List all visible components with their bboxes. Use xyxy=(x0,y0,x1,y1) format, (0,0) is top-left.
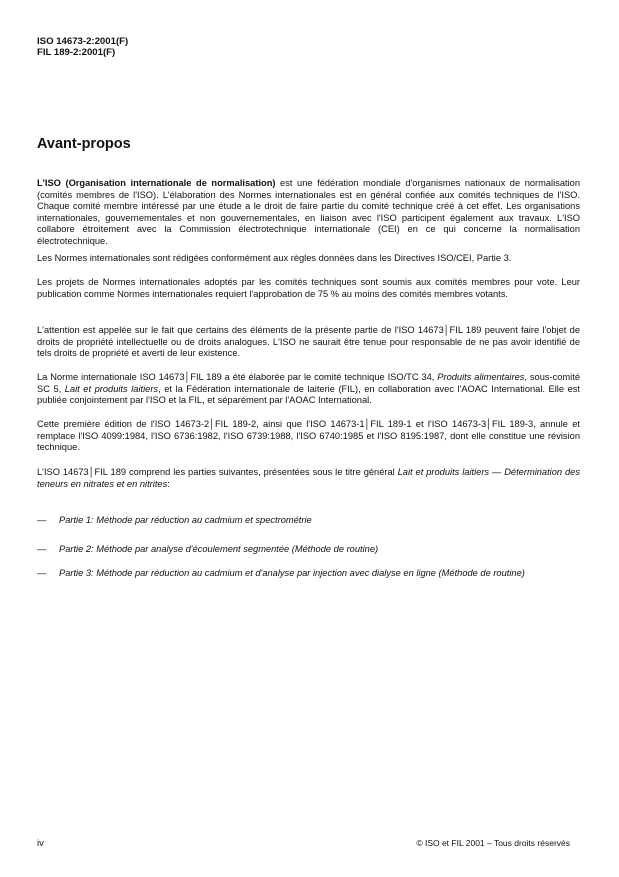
paragraph xyxy=(37,325,580,360)
dash: — xyxy=(37,515,47,525)
doc-id: ISO 14673-2:2001(F) xyxy=(37,36,129,47)
dash: — xyxy=(37,544,47,554)
list-item xyxy=(37,568,580,580)
text: , et la Fédération internationale de laiterie (FIL), en collaboration avec l'AOAC International. Elle est publiée conjointement par l'ISO et la FIL, et séparément par l'AOAC International. xyxy=(37,383,580,406)
text: , sous-comité SC 5, xyxy=(37,372,580,394)
copyright: © ISO et FIL 2001 – Tous droits réservés xyxy=(416,838,570,848)
list-item-text: Partie 2: Méthode par analyse d'écoulement segmentée (Méthode de routine) xyxy=(59,544,379,554)
list-item xyxy=(37,544,580,556)
list-item xyxy=(37,515,580,527)
text: : xyxy=(167,478,170,489)
paragraph xyxy=(37,419,580,454)
text: L'attention est appelée sur le fait que certains des éléments de la présente partie de l'ISO 14673│FIL 189 peuvent faire l'objet de droits de propriété intellectuelle ou de droits analogues. L'ISO ne saurait être tenue pour responsable de ne pas avoir identifié de tels droits de propriété et averti de leur existence. xyxy=(37,325,580,359)
italic-text: Lait et produits laitiers — Détermination des teneurs en nitrates et en nitrites xyxy=(37,467,581,489)
paragraph xyxy=(37,253,580,265)
paragraph xyxy=(37,467,580,490)
list-item-text: Partie 1: Méthode par réduction au cadmium et spectrométrie xyxy=(59,515,312,525)
doc-id-fil: FIL 189-2:2001(F) xyxy=(37,47,116,58)
page-number: iv xyxy=(37,838,44,849)
text: Les projets de Normes internationales adoptés par les comités techniques sont soumis aux comités membres pour vote. Leur publication comme Normes internationales requiert l'approbation de 75 % au moins des comités membres votants. xyxy=(37,277,580,299)
text: Cette première édition de l'ISO 14673-2│FIL 189-2, ainsi que l'ISO 14673-1│FIL 189-1 et l'ISO 14673-3│FIL 189-3, annule et remplace l'ISO 4099:1984, l'ISO 6736:1982, l'ISO 6739:1988, l'ISO 6740:1985 et l'ISO 8195:1987, dont elle constitue une révision technique. xyxy=(37,419,580,453)
dash: — xyxy=(37,568,47,578)
bold-text: L'ISO (Organisation internationale de normalisation) xyxy=(37,178,276,188)
text: L'ISO 14673│FIL 189 comprend les parties suivantes, présentées sous le titre général xyxy=(37,467,398,477)
italic-text: Lait et produits laitiers xyxy=(64,383,159,394)
section-title: Avant-propos xyxy=(37,136,131,152)
list-item-text: Partie 3: Méthode par réduction au cadmium et d'analyse par injection avec dialyse en ligne (Méthode de routine) xyxy=(59,568,525,578)
paragraph xyxy=(37,277,580,300)
paragraph xyxy=(37,372,580,407)
text: Les Normes internationales sont rédigées conformément aux règles données dans les Directives ISO/CEI, Partie 3. xyxy=(37,253,512,263)
italic-text: Produits alimentaires xyxy=(437,372,525,382)
text: La Norme internationale ISO 14673│FIL 189 a été élaborée par le comité technique ISO/TC 34, xyxy=(37,372,438,382)
text: est une fédération mondiale d'organismes nationaux de normalisation (comités membres de l'ISO). L'élaboration des Normes internationales est en général confiée aux comités techniques de l'ISO. Chaque comité membre intéressé par une étude a le droit de faire partie du comité technique créé à cet effet. Les organisations internationales, gouvernementales et non gouvernementales, en liaison avec l'ISO participent également aux travaux. L'ISO collabore étroitement avec la Commission électrotechnique internationale (CEI) en ce qui concerne la normalisation électrotechnique. xyxy=(37,178,580,246)
paragraph xyxy=(37,178,580,248)
